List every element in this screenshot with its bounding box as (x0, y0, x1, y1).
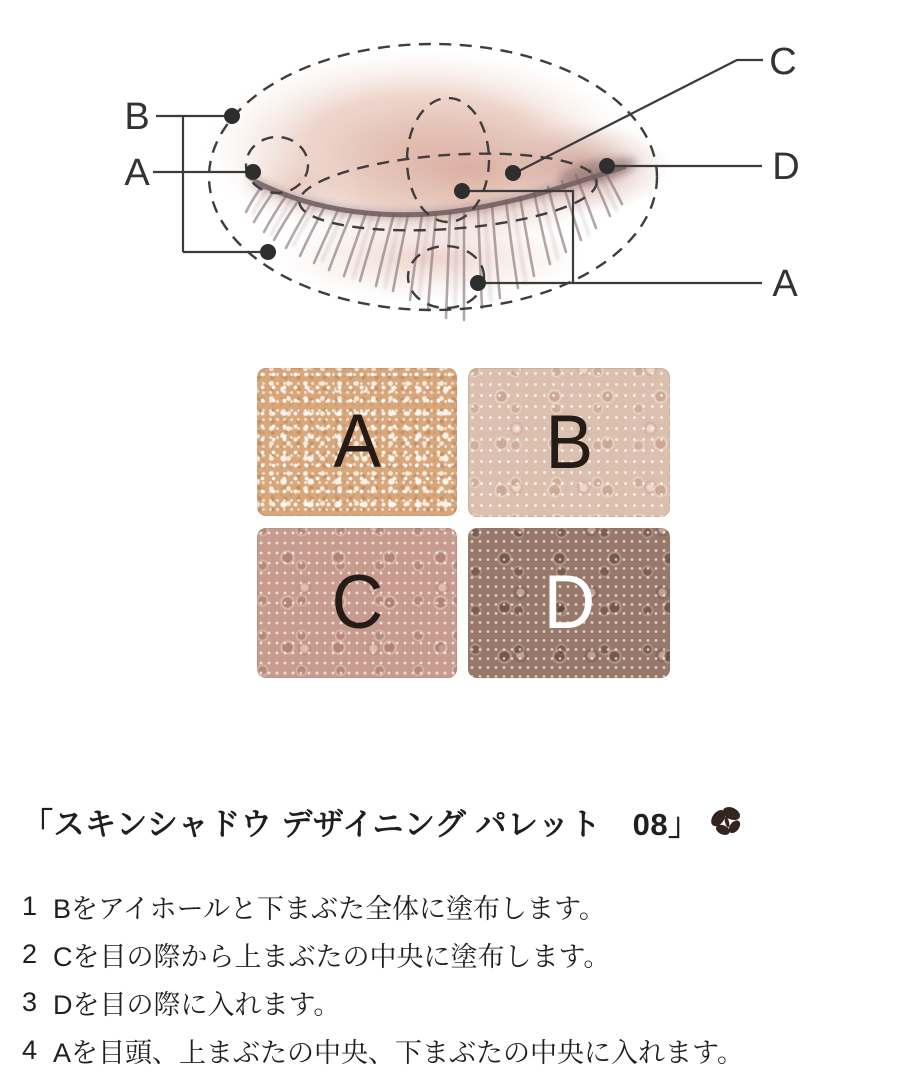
label-a-left: A (124, 152, 150, 194)
palette-swatch-c (257, 528, 457, 678)
product-title: 「スキンシャドウ デザイニング パレット 08」 (22, 806, 700, 842)
step-number: 4 (22, 1034, 38, 1065)
instruction-step-4 (22, 1026, 744, 1074)
eye-application-diagram (0, 0, 897, 345)
instruction-step-3 (22, 978, 744, 1026)
swatch-letter-a: A (333, 399, 381, 484)
step-number: 1 (22, 890, 38, 921)
instruction-step-2 (22, 930, 744, 978)
label-c: C (769, 41, 797, 83)
step-number: 2 (22, 938, 38, 969)
label-a-right: A (772, 263, 798, 305)
step-text: Dを目の際に入れます。 (53, 989, 341, 1020)
palette-swatch-a (257, 368, 457, 516)
product-title-row (22, 797, 750, 845)
label-b: B (124, 96, 150, 138)
step-number: 3 (22, 986, 38, 1017)
step-text: Bをアイホールと下まぶた全体に塗布します。 (53, 893, 606, 924)
butterfly-icon (704, 797, 750, 845)
palette-swatch-d (468, 528, 670, 678)
instruction-step-1 (22, 882, 744, 930)
step-text: Cを目の際から上まぶたの中央に塗布します。 (53, 941, 611, 972)
swatch-letter-b: B (545, 399, 593, 485)
swatch-letter-c: C (331, 560, 383, 645)
instruction-list (22, 882, 744, 1074)
label-d: D (772, 146, 800, 188)
swatch-letter-d: D (543, 560, 595, 645)
palette-swatch-b (468, 368, 670, 517)
step-text: Aを目頭、上まぶたの中央、下まぶたの中央に入れます。 (53, 1037, 744, 1068)
